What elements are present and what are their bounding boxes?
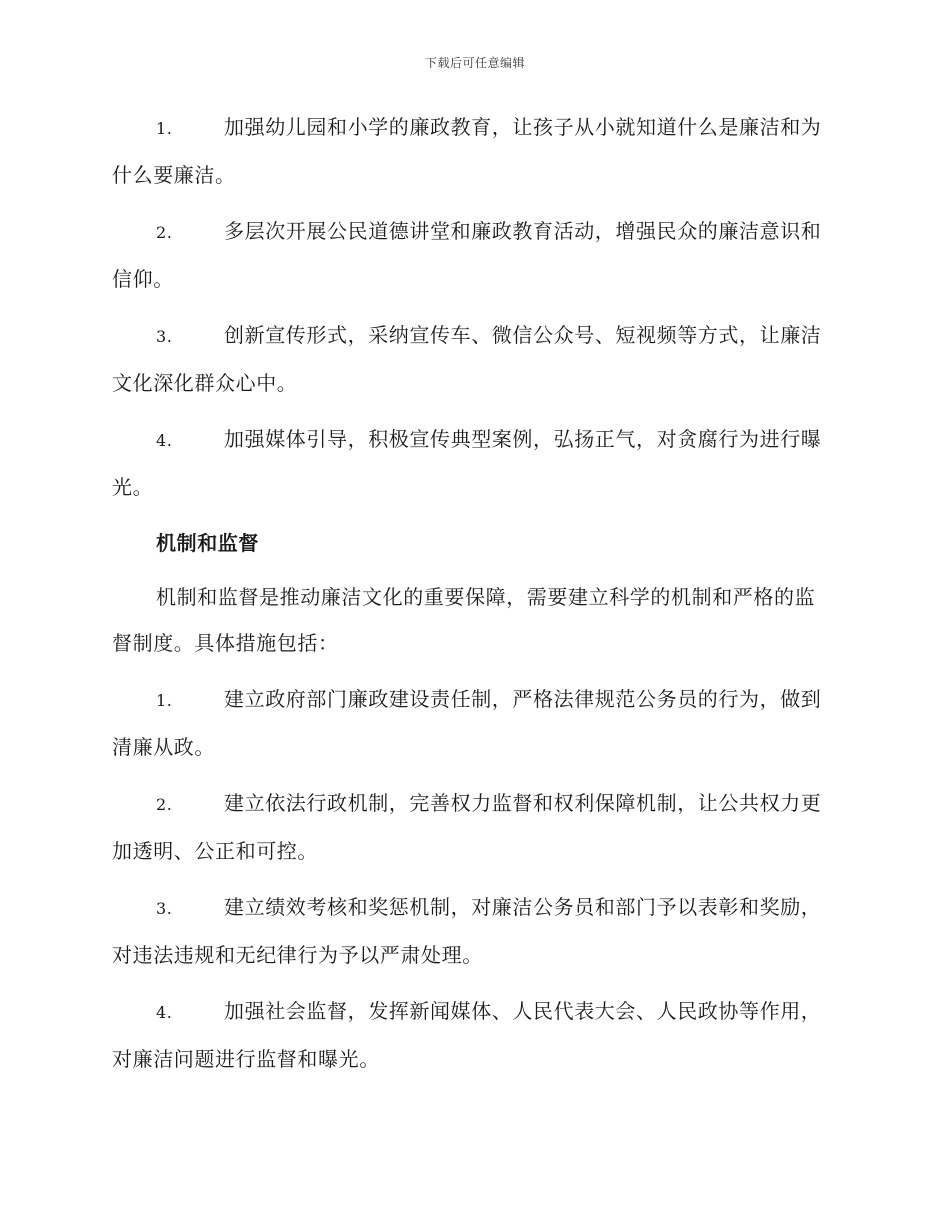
list-item bbox=[112, 416, 834, 510]
list-text: 多层次开展公民道德讲堂和廉政教育活动，增强民众的廉洁意识和信仰。 bbox=[112, 219, 822, 291]
list-number: 4. bbox=[156, 431, 173, 450]
page-header: 下载后可任意编辑 bbox=[424, 56, 525, 70]
list-text: 建立绩效考核和奖惩机制，对廉洁公务员和部门予以表彰和奖励，对违法违规和无纪律行为予以严肃处理。 bbox=[112, 895, 822, 967]
list-text: 加强幼儿园和小学的廉政教育，让孩子从小就知道什么是廉洁和为什么要廉洁。 bbox=[112, 115, 822, 187]
list-item bbox=[112, 208, 834, 302]
list-item bbox=[112, 104, 834, 198]
list-number: 2. bbox=[156, 795, 173, 814]
list-text: 加强社会监督，发挥新闻媒体、人民代表大会、人民政协等作用，对廉洁问题进行监督和曝光。 bbox=[112, 999, 822, 1071]
list-number: 4. bbox=[156, 1003, 173, 1022]
list-number: 2. bbox=[156, 223, 173, 242]
list-item bbox=[112, 780, 834, 874]
section-intro: 机制和监督是推动廉洁文化的重要保障，需要建立科学的机制和严格的监督制度。具体措施包括： bbox=[112, 585, 816, 655]
list-item bbox=[112, 676, 834, 770]
section-heading: 机制和监督 bbox=[156, 531, 259, 555]
list-text: 加强媒体引导，积极宣传典型案例，弘扬正气，对贪腐行为进行曝光。 bbox=[112, 427, 822, 499]
list-item bbox=[112, 312, 834, 406]
list-text: 创新宣传形式，采纳宣传车、微信公众号、短视频等方式，让廉洁文化深化群众心中。 bbox=[112, 323, 822, 395]
list-number: 3. bbox=[156, 327, 173, 346]
list-item bbox=[112, 988, 834, 1082]
document-body bbox=[112, 104, 834, 1092]
list-text: 建立依法行政机制，完善权力监督和权利保障机制，让公共权力更加透明、公正和可控。 bbox=[112, 791, 822, 863]
list-number: 1. bbox=[156, 691, 173, 710]
list-item bbox=[112, 884, 834, 978]
list-text: 建立政府部门廉政建设责任制，严格法律规范公务员的行为，做到清廉从政。 bbox=[112, 687, 822, 759]
list-number: 1. bbox=[156, 119, 173, 138]
list-number: 3. bbox=[156, 899, 173, 918]
